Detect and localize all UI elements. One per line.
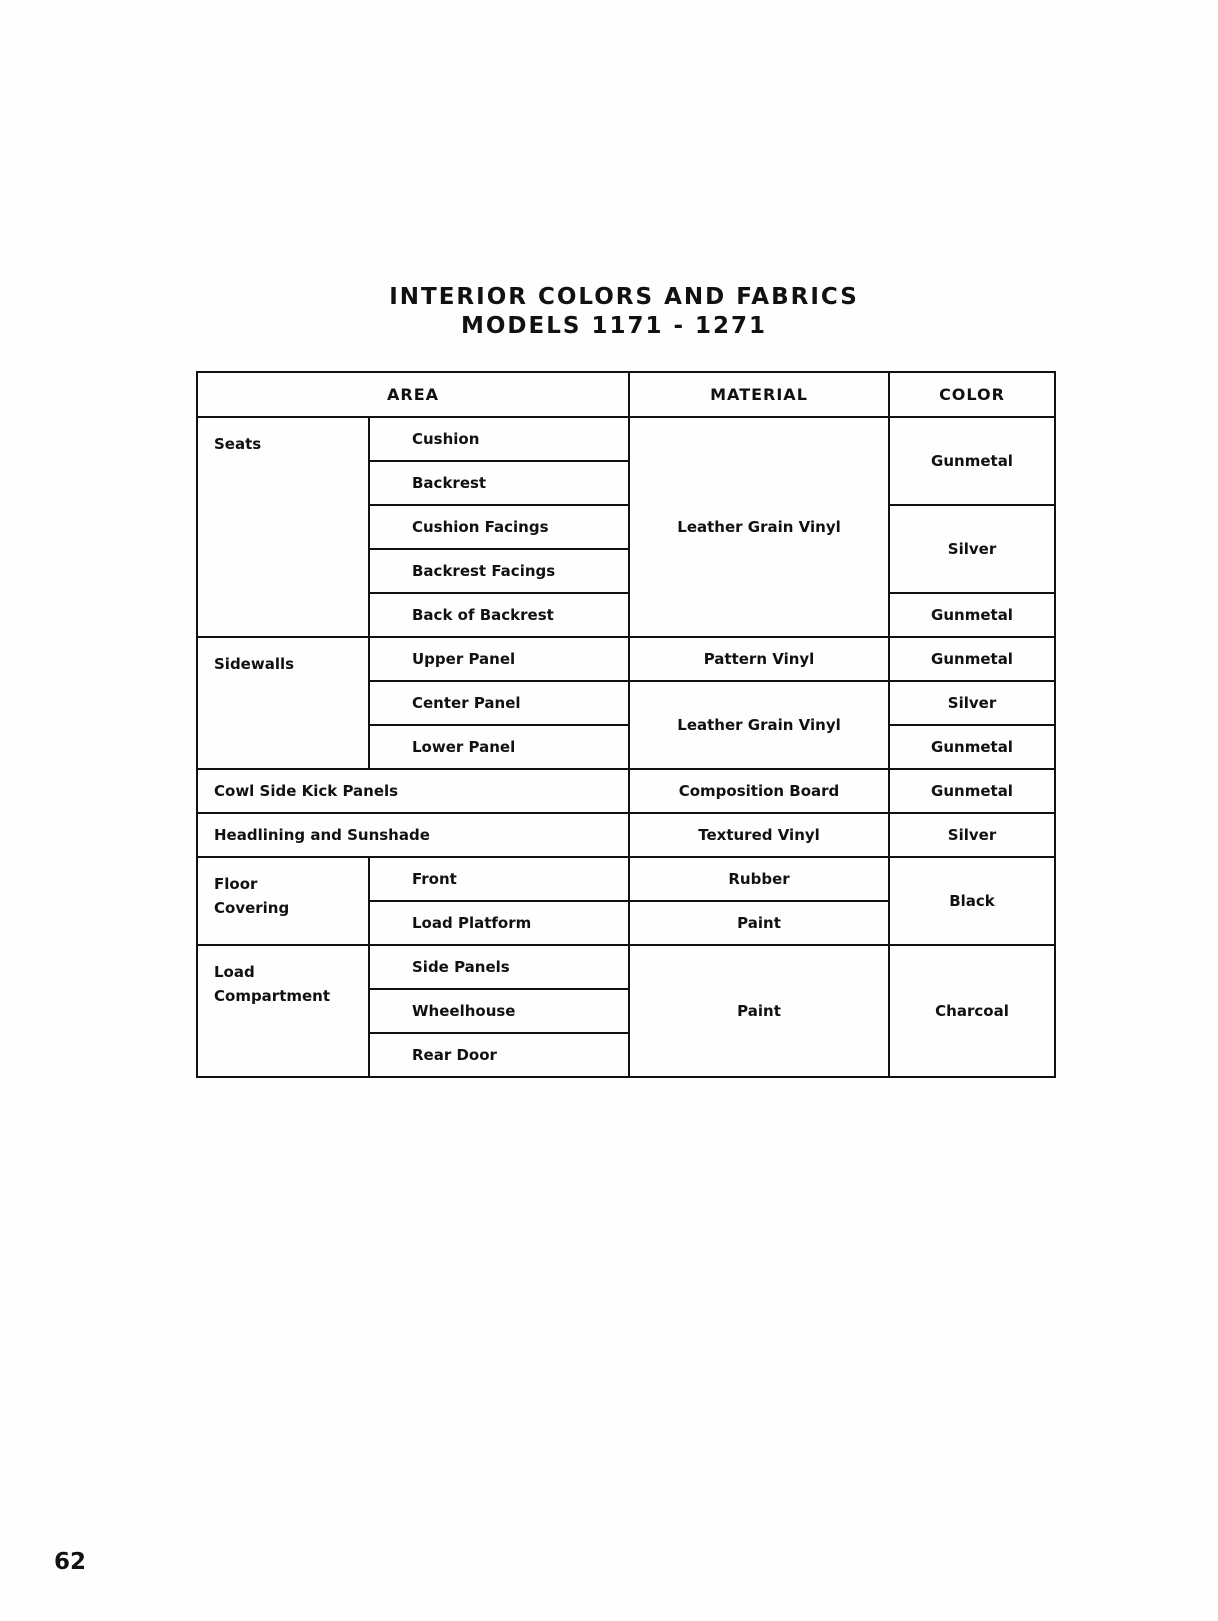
area-headlining: Headlining and Sunshade xyxy=(197,813,629,857)
page-title xyxy=(0,283,1218,341)
color-load-compartment: Charcoal xyxy=(889,945,1055,1077)
area-load-line-1: Load xyxy=(214,963,255,981)
table-row xyxy=(197,637,1055,681)
color-lower-panel: Gunmetal xyxy=(889,725,1055,769)
material-center-lower-panel: Leather Grain Vinyl xyxy=(629,681,889,769)
sub-area-side-panels: Side Panels xyxy=(369,945,629,989)
color-center-panel: Silver xyxy=(889,681,1055,725)
area-cowl-side-kick-panels: Cowl Side Kick Panels xyxy=(197,769,629,813)
page-number: 62 xyxy=(54,1549,87,1575)
material-load-compartment: Paint xyxy=(629,945,889,1077)
area-floor-covering xyxy=(197,857,369,945)
color-seats-bottom: Gunmetal xyxy=(889,593,1055,637)
table-row xyxy=(197,769,1055,813)
material-front: Rubber xyxy=(629,857,889,901)
header-area: AREA xyxy=(197,372,629,417)
sub-area-load-platform: Load Platform xyxy=(369,901,629,945)
sub-area-cushion: Cushion xyxy=(369,417,629,461)
sub-area-backrest-facings: Backrest Facings xyxy=(369,549,629,593)
sub-area-wheelhouse: Wheelhouse xyxy=(369,989,629,1033)
material-upper-panel: Pattern Vinyl xyxy=(629,637,889,681)
color-seats-middle: Silver xyxy=(889,505,1055,593)
color-floor: Black xyxy=(889,857,1055,945)
color-cowl: Gunmetal xyxy=(889,769,1055,813)
sub-area-lower-panel: Lower Panel xyxy=(369,725,629,769)
area-sidewalls: Sidewalls xyxy=(197,637,369,769)
table-row xyxy=(197,813,1055,857)
sub-area-rear-door: Rear Door xyxy=(369,1033,629,1077)
table-row xyxy=(197,417,1055,461)
color-upper-panel: Gunmetal xyxy=(889,637,1055,681)
header-row xyxy=(197,372,1055,417)
area-load-line-2: Compartment xyxy=(214,987,331,1005)
sub-area-back-of-backrest: Back of Backrest xyxy=(369,593,629,637)
material-seats: Leather Grain Vinyl xyxy=(629,417,889,637)
sub-area-backrest: Backrest xyxy=(369,461,629,505)
material-cowl: Composition Board xyxy=(629,769,889,813)
material-load-platform: Paint xyxy=(629,901,889,945)
sub-area-center-panel: Center Panel xyxy=(369,681,629,725)
title-line-1: INTERIOR COLORS AND FABRICS xyxy=(389,284,859,310)
title-line-2: MODELS 1171 - 1271 xyxy=(460,313,768,339)
color-seats-top: Gunmetal xyxy=(889,417,1055,505)
interior-colors-table xyxy=(196,371,1056,1078)
sub-area-cushion-facings: Cushion Facings xyxy=(369,505,629,549)
sub-area-front: Front xyxy=(369,857,629,901)
color-headlining: Silver xyxy=(889,813,1055,857)
area-seats: Seats xyxy=(197,417,369,637)
table-row xyxy=(197,857,1055,901)
area-floor-line-2: Covering xyxy=(214,899,290,917)
header-color: COLOR xyxy=(889,372,1055,417)
area-floor-line-1: Floor xyxy=(214,875,258,893)
table-row xyxy=(197,945,1055,989)
material-headlining: Textured Vinyl xyxy=(629,813,889,857)
area-load-compartment xyxy=(197,945,369,1077)
header-material: MATERIAL xyxy=(629,372,889,417)
sub-area-upper-panel: Upper Panel xyxy=(369,637,629,681)
